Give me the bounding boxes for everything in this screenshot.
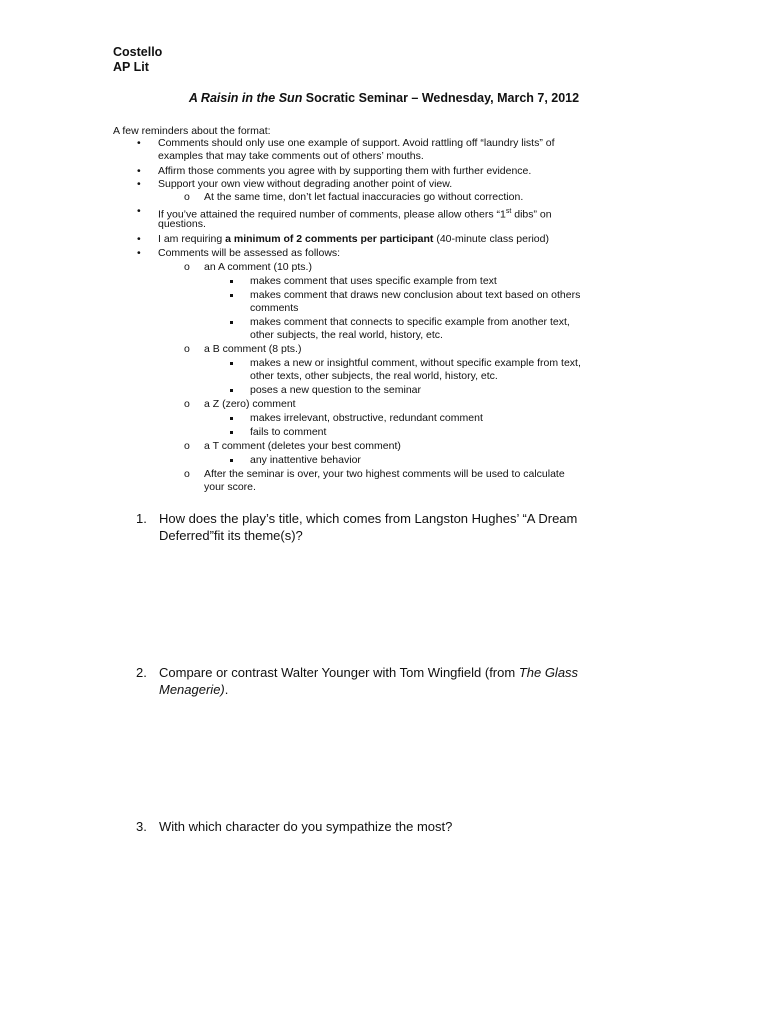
grade-a-item-1: makes comment that uses specific example from text (250, 275, 497, 287)
circle-marker: o (184, 468, 190, 480)
bullet-marker: • (137, 247, 141, 259)
square-bullet (230, 431, 233, 434)
reminder-5-bold: a minimum of 2 comments per participant (225, 233, 434, 245)
grade-a-item-3-line-2: other subjects, the real world, history, etc. (250, 329, 443, 341)
reminder-4-line-2: questions. (158, 218, 206, 230)
grade-z: a Z (zero) comment (204, 398, 296, 410)
bullet-marker: • (137, 178, 141, 190)
document-title (0, 91, 768, 105)
intro-text: A few reminders about the format: (113, 125, 271, 137)
after-seminar-line-1: After the seminar is over, your two highest comments will be used to calculate (204, 468, 565, 480)
question-number: 3. (136, 819, 147, 834)
reminder-1-line-1: Comments should only use one example of support. Avoid rattling off “laundry lists” of (158, 137, 555, 149)
course-name: AP Lit (113, 60, 149, 74)
grade-a-item-2-line-1: makes comment that draws new conclusion about text based on others (250, 289, 581, 301)
circle-marker: o (184, 261, 190, 273)
circle-marker: o (184, 398, 190, 410)
grade-a: an A comment (10 pts.) (204, 261, 312, 273)
reminder-3: Support your own view without degrading another point of view. (158, 178, 453, 190)
question-number: 1. (136, 511, 147, 526)
circle-marker: o (184, 191, 190, 203)
question-2-italic-1: The Glass (518, 665, 579, 680)
grade-t: a T comment (deletes your best comment) (204, 440, 401, 452)
question-2-pre: Compare or contrast Walter Younger with Tom Wingfield (from (159, 665, 519, 680)
circle-marker: o (184, 343, 190, 355)
bullet-marker: • (137, 205, 141, 217)
question-2-italic-2: Menagerie) (159, 682, 225, 697)
question-2-line-2 (159, 681, 228, 698)
reminder-1-line-2: examples that may take comments out of others’ mouths. (158, 150, 424, 162)
question-1-line-2: Deferred”fit its theme(s)? (159, 528, 303, 543)
reminder-4-pre: If you’ve attained the required number of comments, please allow others “1 (158, 208, 506, 221)
grade-b-item-1-line-1: makes a new or insightful comment, without specific example from text, (250, 357, 581, 369)
square-bullet (230, 389, 233, 392)
square-bullet (230, 294, 233, 297)
reminder-5-post: (40-minute class period) (433, 233, 549, 245)
reminder-4-sup: st (505, 208, 512, 215)
document-header (113, 45, 162, 75)
question-3: With which character do you sympathize the most? (159, 819, 453, 834)
reminder-5 (158, 233, 549, 246)
reminder-4-line-1 (158, 205, 552, 222)
grade-z-item-2: fails to comment (250, 426, 327, 438)
bullet-marker: • (137, 165, 141, 177)
grade-b-item-2: poses a new question to the seminar (250, 384, 422, 396)
circle-marker: o (184, 440, 190, 452)
reminder-5-pre: I am requiring (158, 233, 226, 245)
reminder-2: Affirm those comments you agree with by supporting them with further evidence. (158, 165, 532, 177)
grade-b: a B comment (8 pts.) (204, 343, 302, 355)
square-bullet (230, 362, 233, 365)
grade-a-item-2-line-2: comments (250, 302, 299, 314)
grade-b-item-1-line-2: other texts, other subjects, the real world, history, etc. (250, 370, 498, 382)
question-2-post: . (224, 682, 229, 697)
question-1-line-1: How does the play’s title, which comes from Langston Hughes’ “A Dream (159, 511, 578, 526)
reminder-4-post: dibs” on (511, 208, 552, 221)
reminder-6: Comments will be assessed as follows: (158, 247, 341, 259)
bullet-marker: • (137, 137, 141, 149)
author-name: Costello (113, 45, 163, 59)
grade-a-item-3-line-1: makes comment that connects to specific example from another text, (250, 316, 570, 328)
square-bullet (230, 459, 233, 462)
square-bullet (230, 417, 233, 420)
question-2-line-1 (159, 664, 578, 681)
grade-t-item-1: any inattentive behavior (250, 454, 361, 466)
title-rest: Socratic Seminar – Wednesday, March 7, 2012 (302, 91, 580, 105)
reminder-3-sub: At the same time, don’t let factual inaccuracies go without correction. (204, 191, 524, 203)
square-bullet (230, 321, 233, 324)
title-italic: A Raisin in the Sun (188, 91, 303, 105)
after-seminar-line-2: your score. (204, 481, 256, 493)
bullet-marker: • (137, 233, 141, 245)
grade-z-item-1: makes irrelevant, obstructive, redundant comment (250, 412, 483, 424)
question-number: 2. (136, 665, 147, 680)
square-bullet (230, 280, 233, 283)
